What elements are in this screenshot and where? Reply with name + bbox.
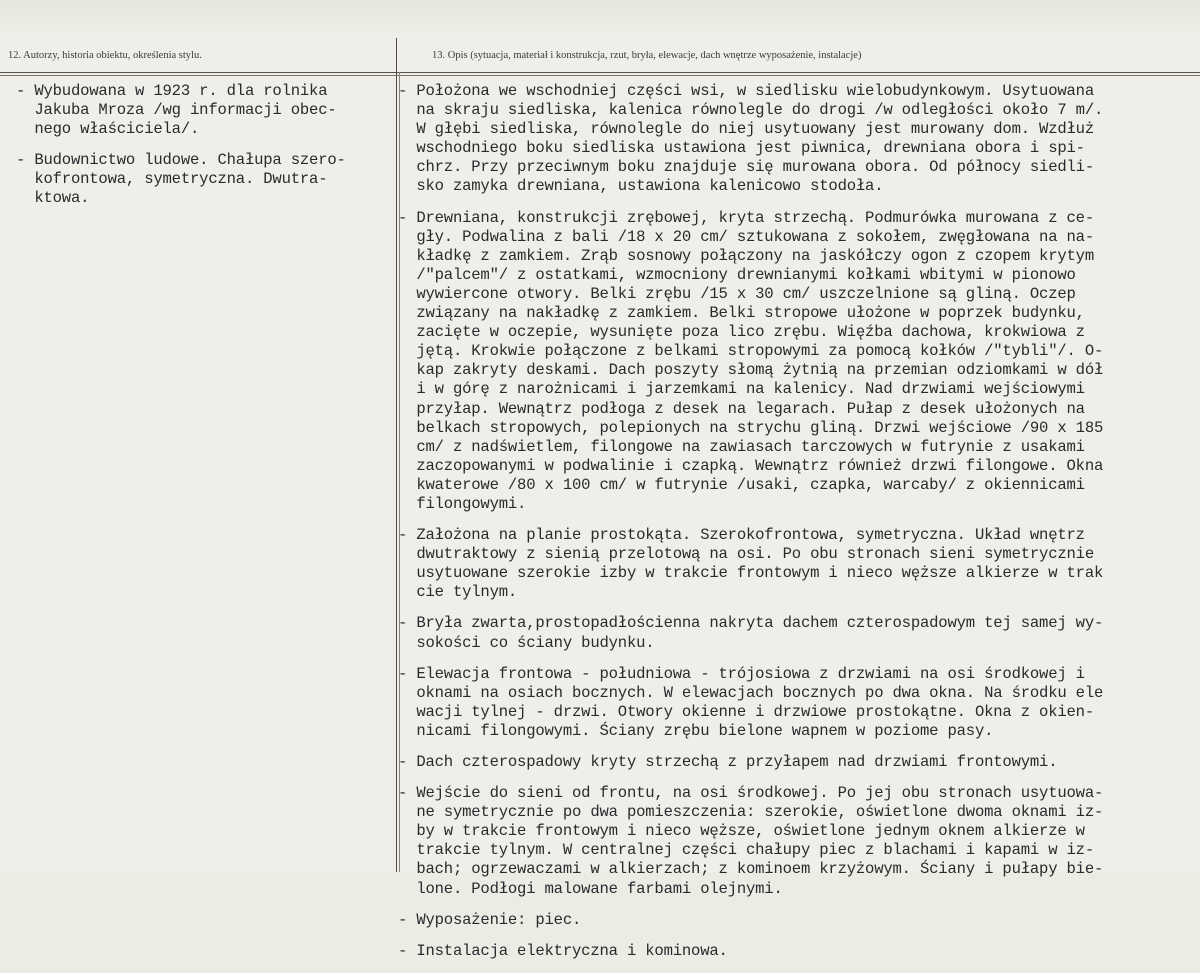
typed-line: kwaterowe /80 x 100 cm/ w futrynie /usaki, czapka, warcaby/ z okiennicami <box>398 475 1085 494</box>
typed-line: - Założona na planie prostokąta. Szerokofrontowa, symetryczna. Układ wnętrz <box>398 526 1085 545</box>
typed-line: - Wybudowana w 1923 r. dla rolnika <box>16 82 328 100</box>
column-divider <box>396 38 397 872</box>
header-divider-secondary <box>0 75 1200 76</box>
typed-line: na skraju siedliska, kalenica równolegle do drogi /w odległości około 7 m/. <box>398 101 1104 120</box>
typed-line: bach; ogrzewaczami w alkierzach; z kominoem krzyżowym. Ściany i pułapy bie- <box>398 860 1104 879</box>
typed-line: i w górę z narożnicami i jarzemkami na kalenicy. Nad drzwiami wejściowymi <box>398 380 1085 399</box>
history-entry <box>16 82 386 139</box>
typed-line: filongowymi. <box>398 494 527 513</box>
typed-line: wschodniego boku siedliska ustawiona jest piwnica, drewniana obora i spi- <box>398 139 1085 158</box>
typed-line: sokości co ściany budynku. <box>398 633 655 652</box>
typed-line: - Budownictwo ludowe. Chałupa szero- <box>16 151 346 170</box>
typed-line: kofrontowa, symetryczna. Dwutra- <box>16 170 328 189</box>
typed-line: kładkę z zamkiem. Zrąb sosnowy połączony na jaskółczy ogon z czopem krytym <box>398 246 1094 265</box>
typed-line: usytuowane szerokie izby w trakcie frontowym i nieco węższe alkierze w trak <box>398 564 1104 583</box>
typed-line: trakcie tylnym. W centralnej części chałupy piec z blachami i kapami w iz- <box>398 841 1094 860</box>
description-entry <box>398 82 1198 197</box>
typed-line: lone. Podłogi malowane farbami olejnymi. <box>398 879 783 898</box>
typed-line: jętą. Krokwie połączone z belkami stropowymi za pomocą kołków /"tybli"/. O- <box>398 342 1104 361</box>
history-entry <box>16 151 386 208</box>
typed-line: sko zamyka drewniana, ustawiona kalenicowo stodoła. <box>398 177 884 196</box>
paper-top-edge <box>0 0 1200 38</box>
typed-line: - Dach czterospadowy kryty strzechą z przyłapem nad drzwiami frontowymi. <box>398 753 1058 771</box>
typed-line: - Instalacja elektryczna i kominowa. <box>398 941 728 960</box>
typed-line: kap zakryty deskami. Dach poszyty słomą żytnią na przemian odziomkami w dół <box>398 361 1104 380</box>
description-entry <box>398 911 1198 930</box>
left-column-heading: 12. Autorzy, historia obiektu, określenia stylu. <box>8 50 202 61</box>
typed-line: nego właściciela/. <box>16 120 200 139</box>
typed-line: wywiercone otwory. Belki zrębu /15 x 30 cm/ uszczelnione są gliną. Oczep <box>398 284 1076 303</box>
typed-line: - Drewniana, konstrukcji zrębowej, kryta strzechą. Podmurówka murowana z ce- <box>398 208 1094 227</box>
description-entry <box>398 614 1198 652</box>
typed-line: gły. Podwalina z bali /18 x 20 cm/ sztukowana z sokołem, zwęgłowana na na- <box>398 227 1094 246</box>
typed-line: wacji tylnej - drzwi. Otwory okienne i drzwiowe prostokątne. Okna z okien- <box>398 702 1094 721</box>
description-entry <box>398 665 1198 741</box>
typed-line: nicami filongowymi. Ściany zrębu bielone wapnem w poziome pasy. <box>398 721 994 740</box>
typed-line: - Wyposażenie: piec. <box>398 910 582 929</box>
description-entry <box>398 784 1198 899</box>
typed-line: przyłap. Wewnątrz podłoga z desek na legarach. Pułap z desek ułożonych na <box>398 399 1085 418</box>
typed-line: W głębi siedliska, równolegle do niej usytuowany jest murowany dom. Wzdłuż <box>398 120 1094 139</box>
typed-line: chrz. Przy przeciwnym boku znajduje się murowana obora. Od północy siedli- <box>398 158 1094 177</box>
typed-line: - Elewacja frontowa - południowa - trójosiowa z drzwiami na osi środkowej i <box>398 664 1085 683</box>
typed-line: oknami na osiach bocznych. W elewacjach bocznych po dwa okna. Na środku ele <box>398 683 1104 702</box>
right-column-heading: 13. Opis (sytuacja, materiał i konstrukcja, rzut, bryła, elewacje, dach wnętrze wyposażenie, instalacje) <box>432 50 862 61</box>
typed-line: belkach stropowych, polepionych na strychu gliną. Drzwi wejściowe /90 x 185 <box>398 418 1104 437</box>
typed-line: dwutraktowy z sienią przelotową na osi. Po obu stronach sieni symetrycznie <box>398 545 1094 564</box>
typed-line: - Wejście do sieni od frontu, na osi środkowej. Po jej obu stronach usytuowa- <box>398 784 1104 803</box>
description-entry <box>398 526 1198 602</box>
description-section <box>398 82 1198 973</box>
typed-line: zacięte w oczepie, wysunięte poza lico zrębu. Więźba dachowa, krokwiowa z <box>398 323 1085 342</box>
typed-line: ktowa. <box>16 189 90 208</box>
typed-line: zaczopowanymi w podwalinie i czapką. Wewnątrz również drzwi filongowe. Okna <box>398 456 1104 475</box>
typed-line: /"palcem"/ z ostatkami, wzmocniony drewnianymi kołkami wbitymi w pionowo <box>398 265 1076 284</box>
header-divider <box>0 72 1200 73</box>
typed-line: ne symetrycznie po dwa pomieszczenia: szerokie, oświetlone dwoma oknami iz- <box>398 803 1104 822</box>
history-section <box>16 82 386 221</box>
description-entry <box>398 942 1198 961</box>
typed-line: cie tylnym. <box>398 583 518 602</box>
typed-line: - Położona we wschodniej części wsi, w siedlisku wielobudynkowym. Usytuowana <box>398 82 1094 100</box>
description-entry <box>398 753 1198 772</box>
description-entry <box>398 209 1198 515</box>
typed-line: cm/ z nadświetlem, filongowe na zawiasach tarczowych w futrynie z usakami <box>398 437 1085 456</box>
typed-line: - Bryła zwarta,prostopadłościenna nakryta dachem czterospadowym tej samej wy- <box>398 614 1104 633</box>
typed-line: związany na nakładkę z zamkiem. Belki stropowe ułożone w poprzek budynku, <box>398 304 1085 323</box>
typed-line: by w trakcie frontowym i nieco węższe, oświetlone jednym oknem alkierze w <box>398 822 1085 841</box>
typed-line: Jakuba Mroza /wg informacji obec- <box>16 101 337 120</box>
